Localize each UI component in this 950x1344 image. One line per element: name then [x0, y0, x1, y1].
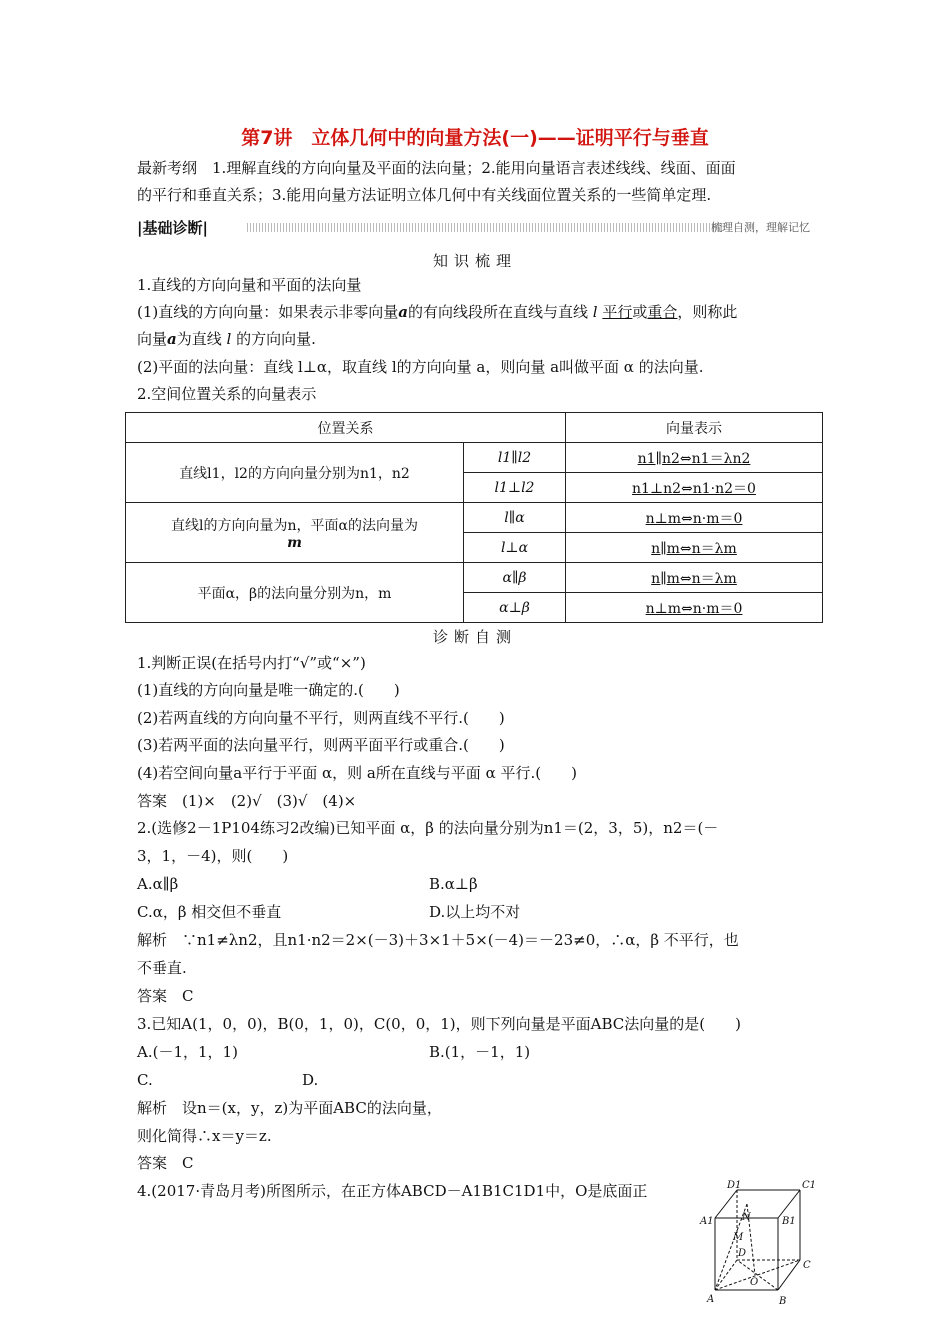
text-line: 解析 ∵n1≠λn2，且n1·n2＝2×(－3)＋3×1＋5×(－4)＝－23≠0，∴α，β 不平行，也 [137, 931, 739, 949]
section-divider [247, 223, 722, 232]
text-line: 3，1，－4)，则( ) [137, 847, 289, 865]
option-d: D. [302, 1071, 319, 1089]
table-cell-vector: n⊥m⇔n·m＝0 [566, 503, 823, 533]
text-line: 4.(2017·青岛月考)所图所示，在正方体ABCD－A1B1C1D1中，O是底面正 [137, 1182, 648, 1200]
text-line: 3.已知A(1，0，0)，B(0，1，0)，C(0，0，1)，则下列向量是平面ABC法向量的是( ) [137, 1015, 741, 1033]
table-cell-vector: n⊥m⇔n·m＝0 [566, 593, 823, 623]
intro-line-2: 的平行和垂直关系；3.能用向量方法证明立体几何中有关线面位置关系的一些简单定理. [137, 186, 712, 204]
text-line: (1)直线的方向向量是唯一确定的.( ) [137, 681, 400, 699]
table-row-desc: 直线l的方向向量为n，平面α的法向量为 m [126, 503, 464, 563]
answer-blank-parallel: 平行 [602, 303, 633, 321]
label-D: D [738, 1248, 747, 1259]
answer-line: 答案 C [137, 1154, 194, 1172]
label-B: B [779, 1296, 787, 1307]
option-d: D.以上均不对 [429, 903, 521, 921]
option-b: B.(1，－1，1) [429, 1043, 531, 1061]
text-line: 解析 设n＝(x，y，z)为平面ABC的法向量， [137, 1099, 442, 1117]
label-B1: B1 [782, 1216, 796, 1227]
table-cell-relation: l∥α [464, 503, 566, 533]
table-row-desc: 平面α，β的法向量分别为n，m [126, 563, 464, 623]
knowledge-h1: 1.直线的方向向量和平面的法向量 [137, 276, 362, 294]
table-cell-relation: l⊥α [464, 533, 566, 563]
option-c: C. [137, 1071, 153, 1089]
table-cell-relation: α⊥β [464, 593, 566, 623]
label-C: C [803, 1260, 811, 1271]
table-cell-relation: α∥β [464, 563, 566, 593]
table-cell-relation: l1⊥l2 [464, 473, 566, 503]
option-a: A.α∥β [137, 875, 179, 893]
section-header [137, 217, 810, 237]
section-label: |基础诊断| [137, 219, 208, 237]
table-cell-vector: n1∥n2⇔n1＝λn2 [566, 443, 823, 473]
text-line: 不垂直. [137, 959, 187, 977]
knowledge-h2: 2.空间位置关系的向量表示 [137, 385, 317, 403]
label-N: N [742, 1212, 751, 1223]
text-line: 2.(选修2－1P104练习2改编)已知平面 α，β 的法向量分别为n1＝(2，3，5)，n2＝(－ [137, 819, 719, 837]
intro-line-1: 最新考纲 1.理解直线的方向向量及平面的法向量；2.能用向量语言表述线线、线面、面面 [137, 159, 736, 177]
page-title: 第7讲 立体几何中的向量方法(一)——证明平行与垂直 [241, 127, 709, 149]
table-header-vector: 向量表示 [566, 413, 823, 443]
answer-line: 答案 C [137, 987, 194, 1005]
text-line: (4)若空间向量a平行于平面 α，则 a所在直线与平面 α 平行.( ) [137, 764, 577, 782]
option-c: C.α，β 相交但不垂直 [137, 903, 282, 921]
label-A: A [707, 1294, 715, 1305]
text-line: 则化简得∴x＝y＝z. [137, 1127, 272, 1145]
table-cell-vector: n∥m⇔n＝λm [566, 533, 823, 563]
label-D1: D1 [727, 1180, 742, 1191]
table-row-desc: 直线l1，l2的方向向量分别为n1，n2 [126, 443, 464, 503]
label-O: O [750, 1277, 759, 1288]
relation-table [125, 412, 823, 623]
table-header-relation: 位置关系 [126, 413, 566, 443]
answer-line: 答案 (1)× (2)√ (3)√ (4)× [137, 792, 357, 810]
label-A1: A1 [700, 1216, 714, 1227]
option-b: B.α⊥β [429, 875, 478, 893]
cube-figure [695, 1178, 825, 1308]
text-line: (2)若两直线的方向向量不平行，则两直线不平行.( ) [137, 709, 505, 727]
table-cell-relation: l1∥l2 [464, 443, 566, 473]
answer-blank-coincide: 重合 [647, 303, 678, 321]
text-line: (3)若两平面的法向量平行，则两平面平行或重合.( ) [137, 736, 505, 754]
section-right-label: 梳理自测，理解记忆 [711, 221, 810, 234]
selftest-heading: 诊断自测 [432, 628, 517, 646]
table-cell-vector: n∥m⇔n＝λm [566, 563, 823, 593]
knowledge-p1-line2: 向量a为直线 l 的方向向量. [137, 330, 316, 348]
knowledge-p1-line1: (1)直线的方向向量：如果表示非零向量a的有向线段所在直线与直线 l 平行或重合，则称此 [137, 303, 738, 321]
option-a: A.(－1，1，1) [137, 1043, 238, 1061]
table-cell-vector: n1⊥n2⇔n1·n2＝0 [566, 473, 823, 503]
label-M: M [733, 1232, 744, 1243]
label-C1: C1 [802, 1180, 817, 1191]
text-line: 1.判断正误(在括号内打“√”或“×”) [137, 654, 366, 672]
knowledge-heading: 知识梳理 [432, 252, 517, 270]
knowledge-p2: (2)平面的法向量：直线 l⊥α，取直线 l的方向向量 a，则向量 a叫做平面 α 的法向量. [137, 358, 704, 376]
